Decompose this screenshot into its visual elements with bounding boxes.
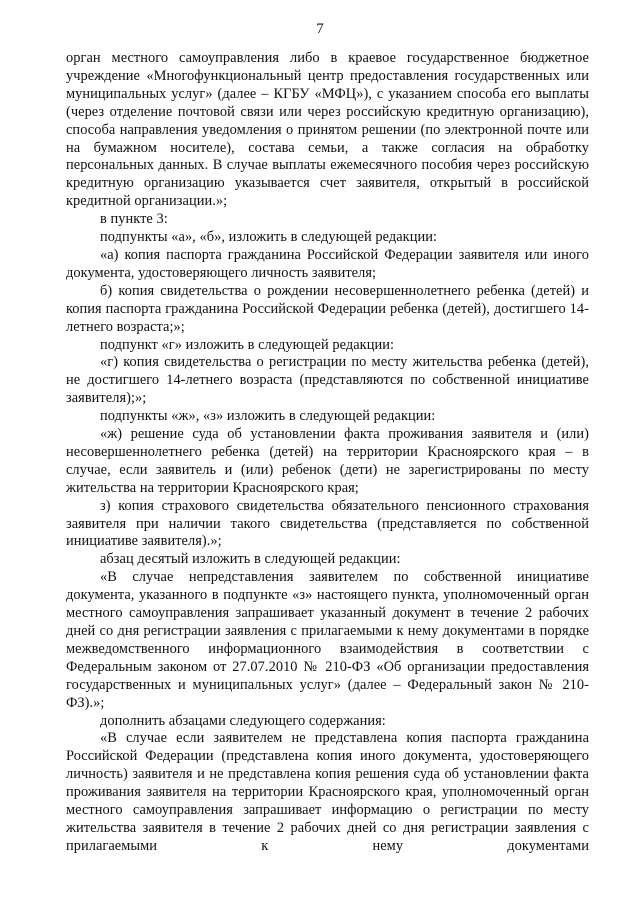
- paragraph-subpoint-a: «а) копия паспорта гражданина Российской Федерации заявителя или иного документа, удостоверяющего личность заявителя;: [66, 246, 589, 281]
- paragraph-subpoint-g: «г) копия свидетельства о регистрации по месту жительства ребенка (детей), не достигшего 14-летнего возраста (представляются по собственной инициативе заявителя);»;: [66, 354, 589, 407]
- paragraph-subpoint-z: з) копия страхового свидетельства обязательного пенсионного страхования заявителя при наличии такого свидетельства (представляется по собственной инициативе заявителя).»;: [66, 497, 589, 550]
- paragraph-subpoint-zh: «ж) решение суда об установлении факта проживания заявителя и (или) несовершеннолетнего ребенка (детей) на территории Красноярского края – в случае, если заявитель и (или) ребенок (дети) не зарегистрированы по месту жительства на территории Красноярского края;: [66, 426, 589, 496]
- paragraph-application-details: орган местного самоуправления либо в краевое государственное бюджетное учреждение «Многофункциональный центр предоставления государственных или муниципальных услуг» (далее – КГБУ «МФЦ»), с указанием способа его выплаты (через отделение почтовой связи или через российскую кредитную организацию), способа направления уведомления о принятом решении (по электронной почте или на бумажном носителе), состава семьи, а также согласия на обработку персональных данных. В случае выплаты ежемесячного пособия через российскую кредитную организацию указывается счет заявителя, открытый в российской кредитной организации.»;: [66, 50, 589, 210]
- paragraph-subpoint-g-intro: подпункт «г» изложить в следующей редакции:: [100, 336, 395, 353]
- paragraph-new-abzac: «В случае если заявителем не представлена копия паспорта гражданина Российской Федерации (представлена копия иного документа, удостоверяющего личность) заявителя и не представлена копия решения суда об установлении факта проживания заявителя на территории Красноярского края, уполномоченный орган местного самоуправления запрашивает информацию о регистрации по месту жительства заявителя в течение 2 рабочих дней со дня регистрации заявления с прилагаемыми к нему документами: [66, 730, 589, 854]
- paragraph-tenth-abzac: «В случае непредставления заявителем по собственной инициативе документа, указанного в подпункте «з» настоящего пункта, уполномоченный орган местного самоуправления запрашивает указанный документ в течение 2 рабочих дней со дня регистрации заявления с прилагаемыми к нему документами в порядке межведомственного информационного взаимодействия в соответствии с Федеральным законом от 27.07.2010 № 210-ФЗ «Об организации предоставления государственных и муниципальных услуг» (далее – Федеральный закон № 210-ФЗ).»;: [66, 569, 589, 711]
- paragraph-point-3: в пункте 3:: [100, 211, 168, 228]
- paragraph-subpoints-zh-z-intro: подпункты «ж», «з» изложить в следующей редакции:: [100, 408, 436, 425]
- page-number: 7: [316, 21, 324, 37]
- paragraph-subpoint-b: б) копия свидетельства о рождении несовершеннолетнего ребенка (детей) и копия паспорта гражданина Российской Федерации ребенка (детей), достигшего 14-летнего возраста;»;: [66, 282, 589, 335]
- paragraph-tenth-abzac-intro: абзац десятый изложить в следующей редакции:: [100, 551, 401, 568]
- document-body: [66, 50, 589, 856]
- paragraph-add-abzacs-intro: дополнить абзацами следующего содержания:: [100, 712, 386, 729]
- paragraph-subpoints-a-b-intro: подпункты «а», «б», изложить в следующей редакции:: [100, 229, 438, 246]
